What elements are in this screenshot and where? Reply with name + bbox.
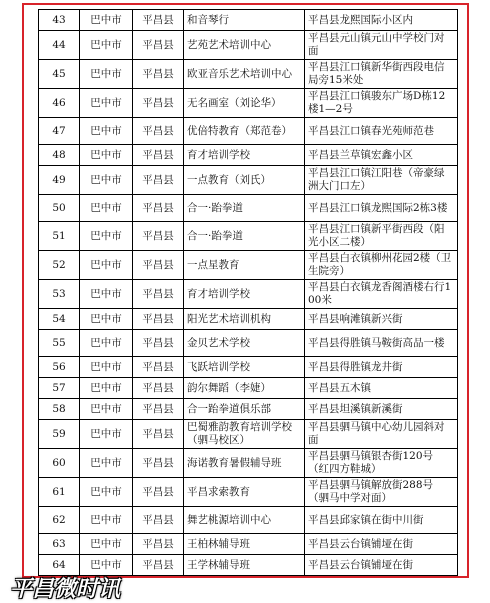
address-cell: 平昌县邱家镇在街中川街 [305,507,458,534]
institution-name-cell: 合一跆拳道俱乐部 [184,399,305,420]
city-cell: 巴中市 [80,222,133,251]
county-cell: 平昌县 [133,222,184,251]
institution-name-cell: 合一·跆拳道 [184,195,305,222]
city-cell: 巴中市 [80,399,133,420]
row-number: 57 [39,378,80,399]
city-cell: 巴中市 [80,195,133,222]
address-cell: 平昌县元山镇元山中学校门对面 [305,31,458,60]
county-cell: 平昌县 [133,145,184,166]
row-number: 43 [39,10,80,31]
county-cell: 平昌县 [133,309,184,330]
address-cell: 平昌县江口镇春光苑师范巷 [305,118,458,145]
city-cell: 巴中市 [80,280,133,309]
county-cell: 平昌县 [133,60,184,89]
county-cell: 平昌县 [133,534,184,555]
row-number: 58 [39,399,80,420]
institution-name-cell: 无名画室（刘论华） [184,89,305,118]
county-cell: 平昌县 [133,420,184,449]
institution-name-cell: 韵尔舞蹈（李婕） [184,378,305,399]
county-cell: 平昌县 [133,280,184,309]
address-cell: 平昌县江口镇新华街西段电信局旁15米处 [305,60,458,89]
institution-name-cell: 王柏林辅导班 [184,534,305,555]
table-body [39,10,458,576]
row-number: 44 [39,31,80,60]
county-cell: 平昌县 [133,378,184,399]
city-cell: 巴中市 [80,357,133,378]
table-row [39,145,458,166]
table-row [39,507,458,534]
city-cell: 巴中市 [80,118,133,145]
city-cell: 巴中市 [80,89,133,118]
institution-name-cell: 欧亚音乐艺术培训中心 [184,60,305,89]
city-cell: 巴中市 [80,330,133,357]
table-row [39,31,458,60]
table-row [39,330,458,357]
city-cell: 巴中市 [80,145,133,166]
address-cell: 平昌县兰草镇宏鑫小区 [305,145,458,166]
address-cell: 平昌县云台镇铺垭在街 [305,555,458,576]
city-cell: 巴中市 [80,10,133,31]
watermark-logo: 平昌微时讯 [10,577,121,602]
address-cell: 平昌县坦溪镇新溪街 [305,399,458,420]
row-number: 49 [39,166,80,195]
county-cell: 平昌县 [133,449,184,478]
address-cell: 平昌县江口镇龙熙国际2栋3楼 [305,195,458,222]
table-row [39,118,458,145]
institution-name-cell: 海诺教育暑假辅导班 [184,449,305,478]
address-cell: 平昌县白衣镇柳州花园2楼（卫生院旁） [305,251,458,280]
institution-name-cell: 王学林辅导班 [184,555,305,576]
county-cell: 平昌县 [133,330,184,357]
city-cell: 巴中市 [80,378,133,399]
address-cell: 平昌县得胜镇马鞍街高品一楼 [305,330,458,357]
table-row [39,222,458,251]
table-row [39,60,458,89]
institution-name-cell: 金贝艺术学校 [184,330,305,357]
county-cell: 平昌县 [133,357,184,378]
city-cell: 巴中市 [80,60,133,89]
table-row [39,89,458,118]
row-number: 56 [39,357,80,378]
county-cell: 平昌县 [133,478,184,507]
table-row [39,399,458,420]
row-number: 51 [39,222,80,251]
institution-name-cell: 飞跃培训学校 [184,357,305,378]
table-row [39,309,458,330]
row-number: 52 [39,251,80,280]
table-row [39,251,458,280]
county-cell: 平昌县 [133,31,184,60]
city-cell: 巴中市 [80,478,133,507]
address-cell: 平昌县五木镇 [305,378,458,399]
city-cell: 巴中市 [80,534,133,555]
address-cell: 平昌县江口镇骏东广场D栋12楼1—2号 [305,89,458,118]
city-cell: 巴中市 [80,31,133,60]
city-cell: 巴中市 [80,251,133,280]
county-cell: 平昌县 [133,399,184,420]
table-row [39,195,458,222]
city-cell: 巴中市 [80,555,133,576]
city-cell: 巴中市 [80,309,133,330]
table-row [39,166,458,195]
institution-name-cell: 一点教育（刘氏） [184,166,305,195]
row-number: 48 [39,145,80,166]
institution-name-cell: 舞艺桃源培训中心 [184,507,305,534]
city-cell: 巴中市 [80,420,133,449]
row-number: 55 [39,330,80,357]
row-number: 60 [39,449,80,478]
table-row [39,10,458,31]
row-number: 54 [39,309,80,330]
institution-name-cell: 平昌求索教育 [184,478,305,507]
address-cell: 平昌县响滩镇新兴街 [305,309,458,330]
row-number: 62 [39,507,80,534]
city-cell: 巴中市 [80,449,133,478]
institution-name-cell: 优倍特教育（郑范卷） [184,118,305,145]
institution-name-cell: 艺苑艺术培训中心 [184,31,305,60]
county-cell: 平昌县 [133,89,184,118]
row-number: 63 [39,534,80,555]
address-cell: 平昌县驷马镇中心幼儿园斜对面 [305,420,458,449]
city-cell: 巴中市 [80,166,133,195]
address-cell: 平昌县江口镇新平街西段（阳光小区二楼） [305,222,458,251]
county-cell: 平昌县 [133,166,184,195]
address-cell: 平昌县驷马镇解放街288号（驷马中学对面） [305,478,458,507]
address-cell: 平昌县云台镇铺垭在街 [305,534,458,555]
table-row [39,478,458,507]
address-cell: 平昌县江口镇江阳巷（帝豪绿洲大门口左） [305,166,458,195]
county-cell: 平昌县 [133,10,184,31]
table-row [39,378,458,399]
county-cell: 平昌县 [133,555,184,576]
address-cell: 平昌县白衣镇龙香阁酒楼右行100米 [305,280,458,309]
county-cell: 平昌县 [133,118,184,145]
institution-name-cell: 阳光艺术培训机构 [184,309,305,330]
institution-name-cell: 合一·跆拳道 [184,222,305,251]
address-cell: 平昌县驷马镇银杏街120号（红四方鞋城） [305,449,458,478]
row-number: 53 [39,280,80,309]
row-number: 59 [39,420,80,449]
table-row [39,357,458,378]
institution-name-cell: 育才培训学校 [184,145,305,166]
table-row [39,534,458,555]
row-number: 45 [39,60,80,89]
address-cell: 平昌县得胜镇龙井街 [305,357,458,378]
row-number: 46 [39,89,80,118]
institution-name-cell: 一点星教育 [184,251,305,280]
institution-name-cell: 育才培训学校 [184,280,305,309]
county-cell: 平昌县 [133,195,184,222]
table-row [39,420,458,449]
row-number: 50 [39,195,80,222]
address-cell: 平昌县龙熙国际小区内 [305,10,458,31]
city-cell: 巴中市 [80,507,133,534]
table-row [39,449,458,478]
row-number: 47 [39,118,80,145]
institution-name-cell: 巴蜀雅韵教育培训学校（驷马校区） [184,420,305,449]
row-number: 61 [39,478,80,507]
institution-table [38,9,458,576]
county-cell: 平昌县 [133,507,184,534]
county-cell: 平昌县 [133,251,184,280]
table-row [39,280,458,309]
row-number: 64 [39,555,80,576]
institution-name-cell: 和音琴行 [184,10,305,31]
